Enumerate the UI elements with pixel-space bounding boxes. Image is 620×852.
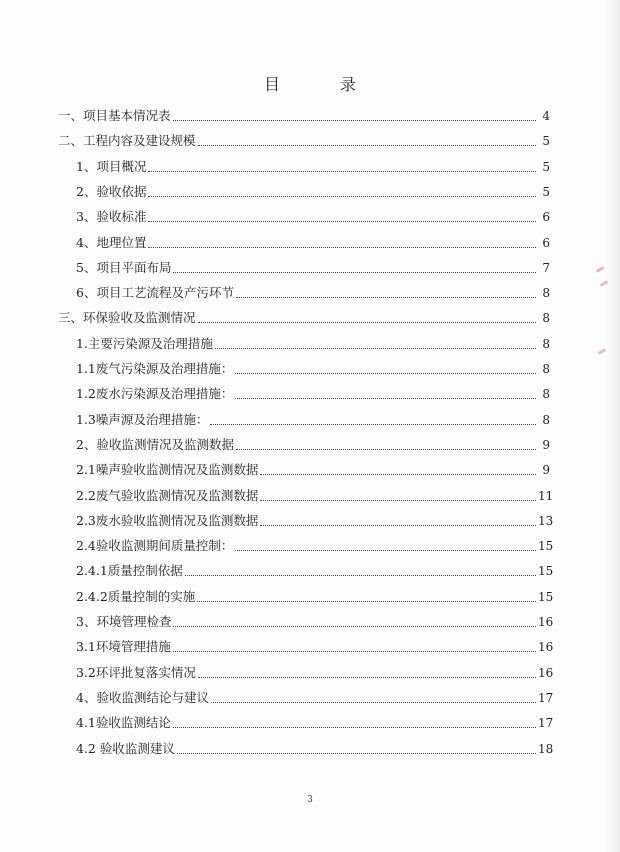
toc-entry[interactable] <box>76 359 550 379</box>
toc-entry[interactable] <box>76 233 550 253</box>
toc-entry-page: 16 <box>538 615 554 629</box>
toc-entry[interactable] <box>76 410 550 430</box>
toc-leader-dots <box>260 525 536 526</box>
toc-entry-label: 3、验收标准 <box>76 209 147 225</box>
toc-leader-dots <box>173 626 536 627</box>
toc-leader-dots <box>198 145 536 146</box>
toc-entry-page: 11 <box>538 488 554 503</box>
toc-leader-dots <box>185 575 536 576</box>
toc-entry-label: 1.3噪声源及治理措施： <box>76 411 209 427</box>
toc-leader-dots <box>173 727 536 728</box>
toc-leader-dots <box>211 702 536 703</box>
toc-entry-page: 15 <box>538 539 554 554</box>
toc-title: 目 录 <box>263 75 378 94</box>
toc-leader-dots <box>177 753 536 754</box>
toc-entry-page: 17 <box>538 716 554 731</box>
toc-entry[interactable] <box>76 435 550 455</box>
toc-leader-dots <box>148 221 536 222</box>
toc-entry-page: 16 <box>538 665 554 680</box>
toc-leader-dots <box>198 677 536 678</box>
toc-entry[interactable] <box>76 637 554 657</box>
toc-leader-dots <box>236 449 536 450</box>
toc-entry-page: 5 <box>542 159 550 174</box>
toc-entry-label: 6、项目工艺流程及产污环节 <box>76 285 234 301</box>
toc-entry-label: 一、项目基本情况表 <box>58 108 171 123</box>
toc-entry[interactable] <box>76 207 550 227</box>
toc-leader-dots <box>235 550 536 551</box>
toc-entry-page: 6 <box>542 210 550 225</box>
toc-leader-dots <box>210 424 536 425</box>
toc-entry[interactable] <box>76 182 550 202</box>
toc-entry[interactable] <box>76 536 554 556</box>
toc-leader-dots <box>173 120 536 121</box>
toc-entry-label: 二、工程内容及建设规模 <box>58 133 196 149</box>
toc-entry[interactable] <box>76 663 554 683</box>
toc-leader-dots <box>173 651 536 652</box>
toc-entry-page: 8 <box>542 311 550 326</box>
toc-entry-page: 8 <box>542 362 550 376</box>
toc-entry[interactable] <box>76 283 550 303</box>
toc-entry[interactable] <box>76 688 554 708</box>
toc-entry-page: 18 <box>538 741 554 756</box>
toc-entry-page: 5 <box>542 184 550 199</box>
toc-entry-label: 4.2 验收监测建议 <box>76 740 175 756</box>
toc-entry-label: 4、验收监测结论与建议 <box>76 689 209 705</box>
toc-entry-label: 2、验收监测情况及监测数据 <box>76 436 234 452</box>
toc-entry-page: 9 <box>542 437 550 452</box>
toc-entry-label: 4.1验收监测结论 <box>76 715 171 731</box>
toc-entry-label: 2、验收依据 <box>76 183 147 199</box>
toc-entry[interactable] <box>76 258 550 278</box>
toc-entry[interactable] <box>76 384 550 404</box>
toc-entry[interactable] <box>76 157 550 177</box>
toc-entry-page: 9 <box>542 463 550 478</box>
stamp-fragment <box>598 348 606 355</box>
toc-entry-page: 7 <box>542 260 550 275</box>
toc-entry-label: 1.2废水污染源及治理措施： <box>76 386 234 402</box>
toc-entry[interactable] <box>58 131 550 151</box>
toc-entry-label: 1.1废气污染源及治理措施： <box>76 361 234 376</box>
stamp-fragment <box>596 266 604 273</box>
toc-entry-page: 4 <box>542 109 550 123</box>
toc-entry-page: 15 <box>538 589 554 604</box>
toc-leader-dots <box>148 196 536 197</box>
toc-entry-page: 16 <box>538 640 554 655</box>
toc-entry-label: 2.3废水验收监测情况及监测数据 <box>76 512 259 528</box>
toc-leader-dots <box>236 297 536 298</box>
toc-entry[interactable] <box>76 334 550 354</box>
toc-entry[interactable] <box>76 460 550 480</box>
toc-entry[interactable] <box>76 486 554 506</box>
toc-entry-page: 8 <box>542 336 550 351</box>
toc-entry-page: 17 <box>538 690 554 705</box>
toc-entry[interactable] <box>76 739 554 759</box>
toc-entry-page: 8 <box>542 387 550 402</box>
toc-leader-dots <box>235 373 536 374</box>
toc-leader-dots <box>260 500 536 501</box>
toc-entry[interactable] <box>58 106 550 126</box>
toc-entry-page: 5 <box>542 134 550 149</box>
toc-entry-label: 1、项目概况 <box>76 158 147 174</box>
toc-entry[interactable] <box>76 511 554 531</box>
toc-entry-label: 2.2废气验收监测情况及监测数据 <box>76 487 259 503</box>
toc-entry-page: 13 <box>538 513 554 528</box>
toc-entry-label: 5、项目平面布局 <box>76 259 172 275</box>
page-number: 3 <box>307 795 313 805</box>
toc-entry-label: 4、地理位置 <box>76 234 147 250</box>
toc-entry-page: 6 <box>542 235 550 250</box>
toc-entry-label: 2.4.1质量控制依据 <box>76 563 183 579</box>
toc-leader-dots <box>148 247 536 248</box>
toc-entry-label: 3、环境管理检查 <box>76 614 172 629</box>
toc-entry[interactable] <box>76 713 554 733</box>
toc-entry-page: 15 <box>538 564 554 579</box>
toc-entry-page: 8 <box>542 412 550 427</box>
toc-entry-label: 1.主要污染源及治理措施 <box>76 335 213 351</box>
toc-entry-label: 2.4.2质量控制的实施 <box>76 588 196 604</box>
toc-leader-dots <box>148 171 536 172</box>
toc-entry-label: 2.4验收监测期间质量控制： <box>76 538 234 554</box>
toc-entry-label: 3.2环评批复落实情况 <box>76 664 196 680</box>
toc-entry[interactable] <box>76 561 554 581</box>
toc-entry[interactable] <box>58 308 550 328</box>
toc-entry-label: 3.1环境管理措施 <box>76 639 171 655</box>
toc-leader-dots <box>235 398 536 399</box>
toc-leader-dots <box>173 272 536 273</box>
toc-entry[interactable] <box>76 587 554 607</box>
toc-leader-dots <box>197 601 536 602</box>
toc-entry-label: 三、环保验收及监测情况 <box>58 310 196 326</box>
toc-entry-page: 8 <box>542 286 550 301</box>
scan-edge-shadow <box>606 0 620 852</box>
toc-entry-label: 2.1噪声验收监测情况及监测数据 <box>76 462 259 478</box>
toc-entry[interactable] <box>76 612 554 632</box>
toc-leader-dots <box>198 322 536 323</box>
toc-leader-dots <box>260 474 536 475</box>
toc-leader-dots <box>215 348 536 349</box>
